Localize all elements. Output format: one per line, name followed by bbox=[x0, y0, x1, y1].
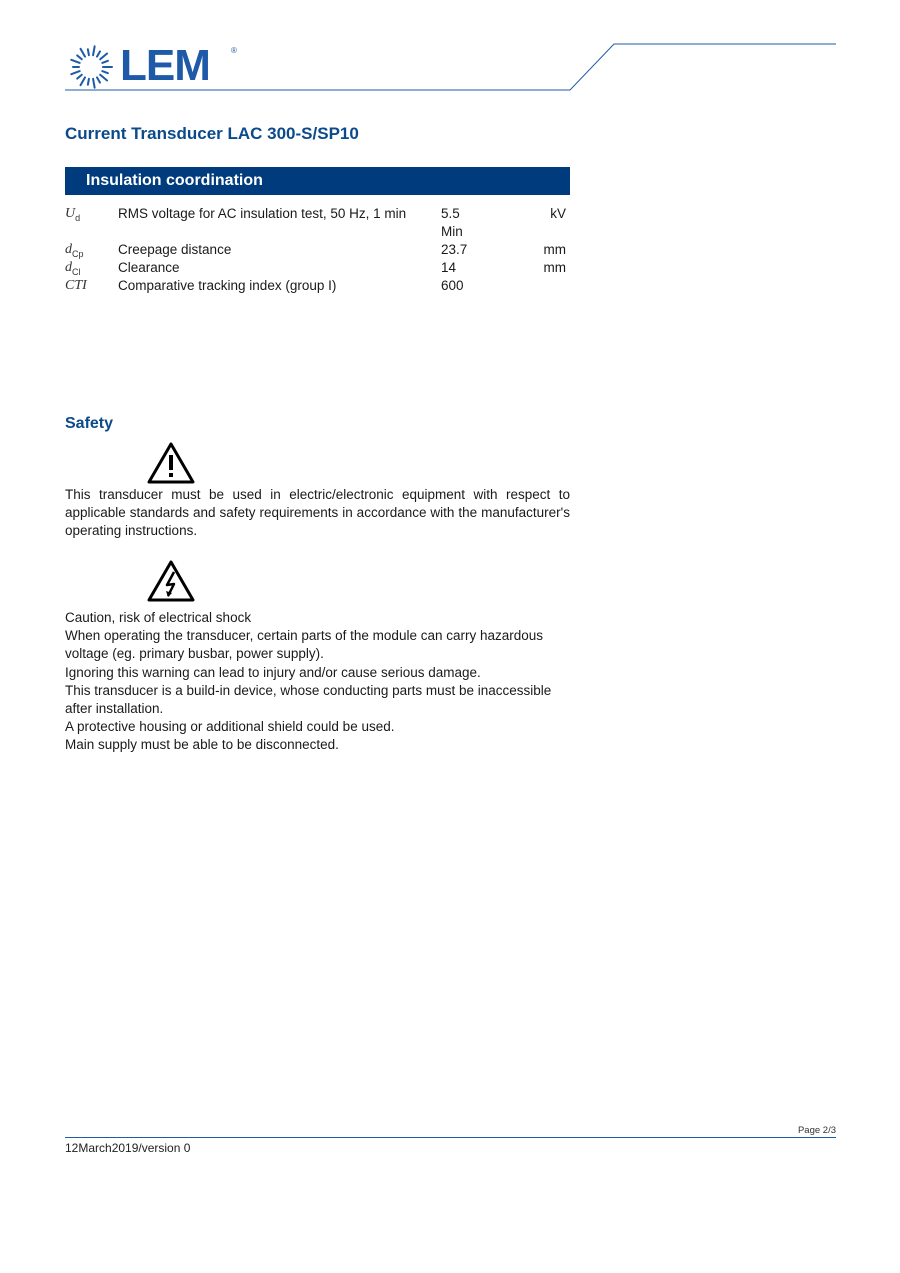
logo-ray bbox=[102, 61, 108, 63]
lem-logo bbox=[66, 40, 246, 92]
caution-line: A protective housing or additional shield could be used. bbox=[65, 719, 395, 735]
caution-text bbox=[65, 609, 570, 755]
caution-line: Main supply must be able to be disconnected. bbox=[65, 737, 339, 753]
table-row bbox=[65, 259, 570, 277]
caution-line: Caution, risk of electrical shock bbox=[65, 610, 252, 625]
logo-ray bbox=[88, 49, 89, 55]
safety-heading: Safety bbox=[65, 415, 114, 432]
logo-ray bbox=[81, 77, 86, 85]
sunburst-icon bbox=[66, 42, 116, 92]
insulation-heading: Insulation coordination bbox=[65, 167, 570, 195]
footer-rule bbox=[65, 1137, 836, 1138]
footer-date-version: 12March2019/version 0 bbox=[65, 1141, 191, 1155]
logo-ray bbox=[97, 77, 100, 82]
symbol: $d_{Cl}$ bbox=[65, 260, 81, 277]
value: 5.5 bbox=[441, 206, 460, 221]
unit: mm bbox=[543, 242, 566, 257]
parameter: Creepage distance bbox=[118, 242, 232, 257]
logo-ray bbox=[71, 60, 79, 63]
logo-ray bbox=[77, 55, 82, 59]
registered-mark: ® bbox=[231, 46, 237, 55]
caution-line: When operating the transducer, certain parts of the module can carry hazardous voltage (eg. primary busbar, power supply). bbox=[65, 628, 544, 662]
unit: mm bbox=[543, 260, 566, 275]
symbol: $d_{Cp}$ bbox=[65, 242, 84, 259]
value: 23.7 bbox=[441, 242, 468, 257]
value: 14 bbox=[441, 260, 457, 275]
unit: kV bbox=[550, 206, 566, 221]
logo-ray bbox=[97, 51, 100, 56]
caution-line: This transducer is a build-in device, whose conducting parts must be inaccessible after installation. bbox=[65, 682, 552, 717]
logo-text: LEM bbox=[120, 41, 210, 90]
page-number: Page 2/3 bbox=[797, 1125, 836, 1136]
electric-shock-icon bbox=[147, 560, 195, 602]
document-title: Current Transducer LAC 300-S/SP10 bbox=[65, 124, 359, 143]
parameter: Clearance bbox=[118, 260, 180, 275]
table-row bbox=[65, 277, 570, 295]
symbol: CTI bbox=[65, 278, 87, 293]
table-row bbox=[65, 205, 570, 239]
parameter: RMS voltage for AC insulation test, 50 Hz, 1 min bbox=[118, 206, 407, 221]
value-note: Min bbox=[441, 224, 463, 239]
logo-ray bbox=[93, 46, 95, 55]
symbol: $U_d$ bbox=[65, 206, 81, 223]
logo-ray bbox=[102, 71, 108, 73]
logo-ray bbox=[71, 71, 79, 74]
logo-ray bbox=[81, 49, 86, 57]
logo-ray bbox=[77, 75, 82, 79]
safety-general-text: This transducer must be used in electric/electronic equipment with respect to applicable standards and safety requirements in accordance with the manufacturer's operating instructions. bbox=[65, 487, 570, 539]
table-row bbox=[65, 241, 570, 259]
logo-ray bbox=[100, 54, 107, 60]
warning-triangle-icon bbox=[147, 442, 195, 484]
value: 600 bbox=[441, 278, 464, 293]
logo-ray bbox=[88, 79, 89, 85]
logo-ray bbox=[100, 75, 107, 81]
caution-line: Ignoring this warning can lead to injury and/or cause serious damage. bbox=[65, 664, 481, 680]
parameter: Comparative tracking index (group I) bbox=[118, 278, 337, 293]
logo-ray bbox=[93, 79, 95, 88]
